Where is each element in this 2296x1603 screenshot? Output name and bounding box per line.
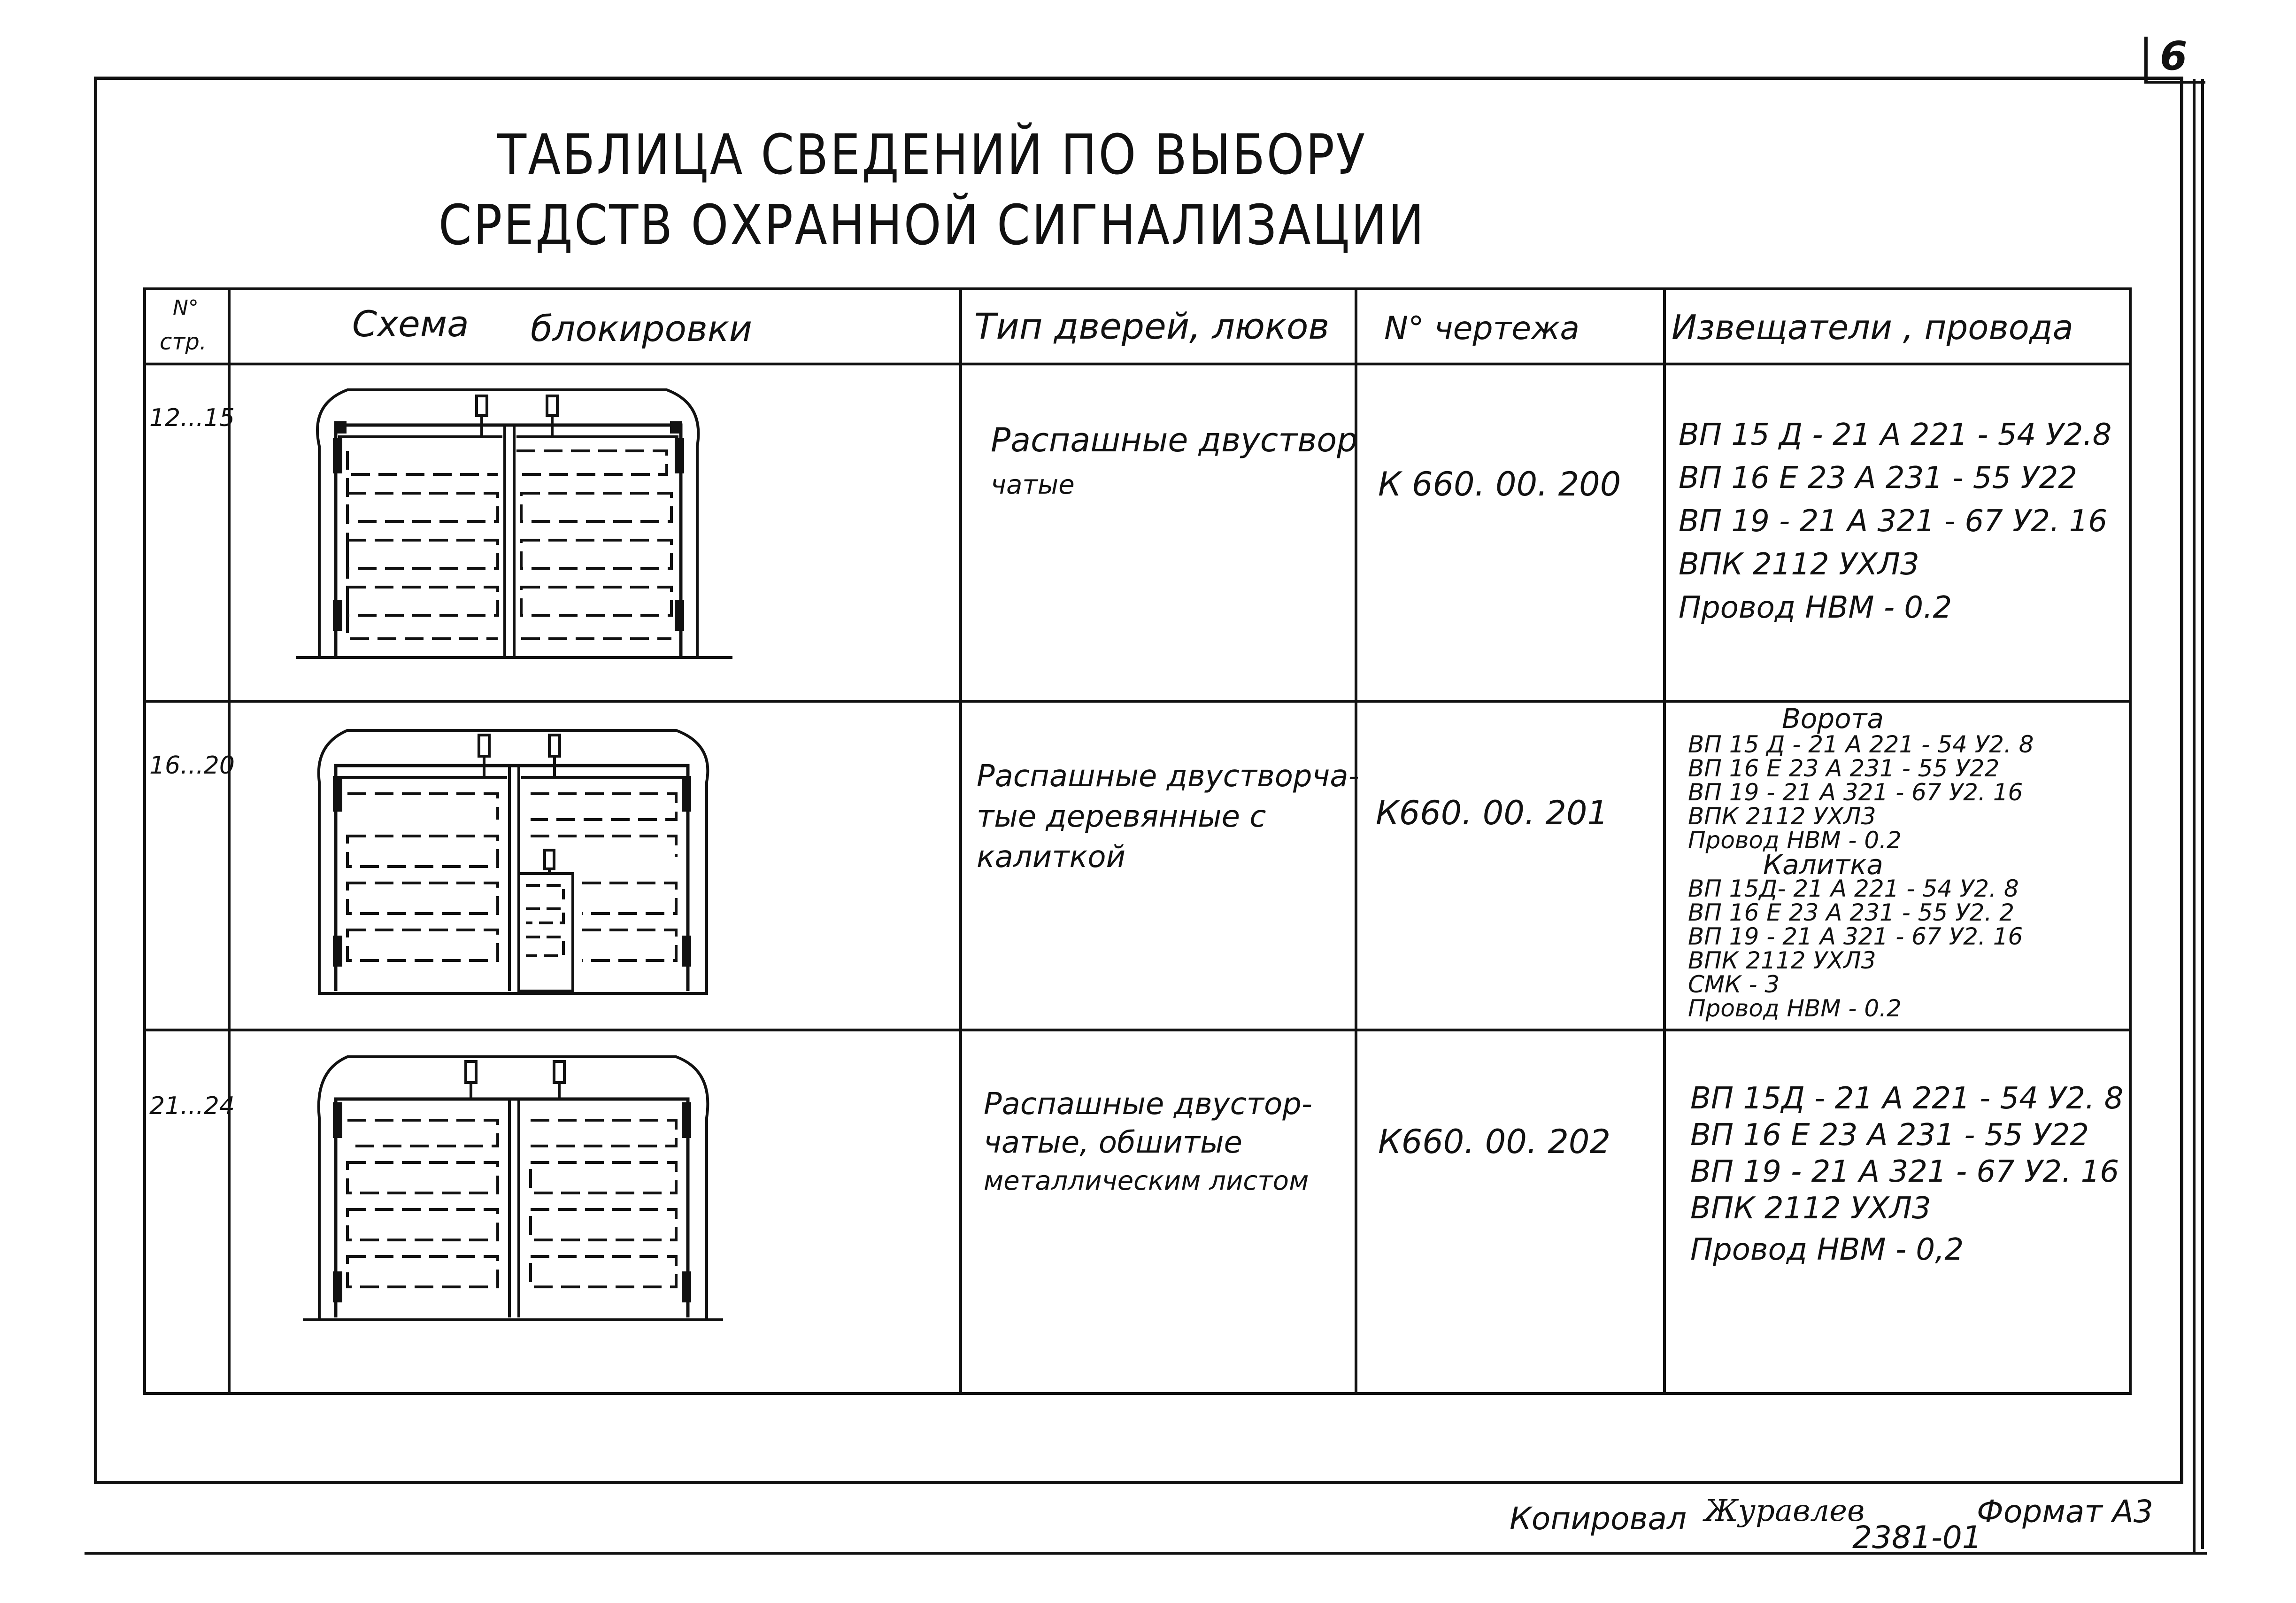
page-title-line1: ТАБЛИЦА СВЕДЕНИЙ ПО ВЫБОРУ <box>497 122 1367 187</box>
row2-gate-detector-1: ВП 15 Д - 21 А 221 - 54 У2. 8 <box>1688 731 2034 758</box>
row2-type-line1: Распашные двустворча- <box>977 759 1359 794</box>
row1-detector-2: ВП 16 Е 23 А 231 - 55 У22 <box>1679 461 2077 496</box>
row3-detector-3: ВП 19 - 21 А 321 - 67 У2. 16 <box>1690 1154 2119 1189</box>
row2-wicket-label: Калитка <box>1763 849 1883 881</box>
row2-gate-detector-2: ВП 16 Е 23 А 231 - 55 У22 <box>1688 755 2000 782</box>
row1-wire: Провод НВМ - 0.2 <box>1679 590 1952 625</box>
row1-drawing-number: К 660. 00. 200 <box>1378 465 1621 503</box>
header-scheme-a: Схема <box>352 303 469 345</box>
row2-drawing-number: К660. 00. 201 <box>1376 794 1608 832</box>
row3-drawing-number: К660. 00. 202 <box>1378 1123 1610 1161</box>
header-door-type: Тип дверей, люков <box>974 305 1330 347</box>
row2-type-line2: тые деревянные с <box>977 799 1266 834</box>
row2-gate-wire: Провод НВМ - 0.2 <box>1688 827 1902 854</box>
row1-detector-4: ВПК 2112 УХЛ3 <box>1679 547 1919 582</box>
row3-detector-2: ВП 16 Е 23 А 231 - 55 У22 <box>1690 1118 2089 1153</box>
footer-signature: Журавлев <box>1704 1494 1865 1528</box>
row2-wicket-detector-4: ВПК 2112 УХЛ3 <box>1688 947 1876 974</box>
row2-gate-detector-4: ВПК 2112 УХЛ3 <box>1688 803 1876 830</box>
row1-detector-1: ВП 15 Д - 21 А 221 - 54 У2.8 <box>1679 418 2112 452</box>
row3-type-line3: металлическим листом <box>984 1166 1309 1196</box>
row3-wire: Провод НВМ - 0,2 <box>1690 1232 1964 1267</box>
row2-gate-detector-3: ВП 19 - 21 А 321 - 67 У2. 16 <box>1688 779 2023 806</box>
row3-pages: 21...24 <box>149 1092 235 1120</box>
row1-type-line2: чатые <box>991 470 1075 500</box>
row2-type-line3: калиткой <box>977 840 1126 875</box>
row3-detector-4: ВПК 2112 УХЛ3 <box>1690 1191 1931 1226</box>
footer-doc-number: 2381-01 <box>1852 1519 1982 1556</box>
sheet-number: 6 <box>2160 33 2188 79</box>
row2-wicket-detector-1: ВП 15Д- 21 А 221 - 54 У2. 8 <box>1688 875 2019 902</box>
row2-wicket-detector-5: СМК - 3 <box>1688 971 1780 998</box>
page-title-line2: СРЕДСТВ ОХРАННОЙ СИГНАЛИЗАЦИИ <box>438 193 1426 257</box>
footer-format-label: Формат А3 <box>1977 1494 2153 1530</box>
row1-detector-3: ВП 19 - 21 А 321 - 67 У2. 16 <box>1679 504 2108 539</box>
row3-scheme-diagram <box>300 1038 732 1329</box>
row2-wicket-detector-3: ВП 19 - 21 А 321 - 67 У2. 16 <box>1688 923 2023 950</box>
header-num: N° <box>173 296 199 320</box>
footer-copied-label: Копировал <box>1510 1501 1687 1537</box>
row3-type-line2: чатые, обшитые <box>984 1125 1242 1160</box>
row1-type-line1: Распашные двуствор <box>991 421 1358 459</box>
row3-detector-1: ВП 15Д - 21 А 221 - 54 У2. 8 <box>1690 1081 2124 1116</box>
row2-scheme-diagram <box>300 712 732 1003</box>
row2-gate-label: Ворота <box>1782 703 1884 735</box>
header-detectors: Извещатели , провода <box>1672 308 2073 347</box>
row2-wicket-detector-2: ВП 16 Е 23 А 231 - 55 У2. 2 <box>1688 899 2015 926</box>
row2-pages: 16...20 <box>149 751 235 780</box>
header-drawing-number: N° чертежа <box>1384 310 1580 347</box>
row3-type-line1: Распашные двустор- <box>984 1087 1312 1122</box>
header-page: стр. <box>160 329 207 355</box>
row1-scheme-diagram <box>291 376 737 667</box>
row1-pages: 12...15 <box>149 404 235 432</box>
header-scheme-b: блокировки <box>531 308 753 349</box>
row2-wicket-wire: Провод НВМ - 0.2 <box>1688 995 1902 1022</box>
